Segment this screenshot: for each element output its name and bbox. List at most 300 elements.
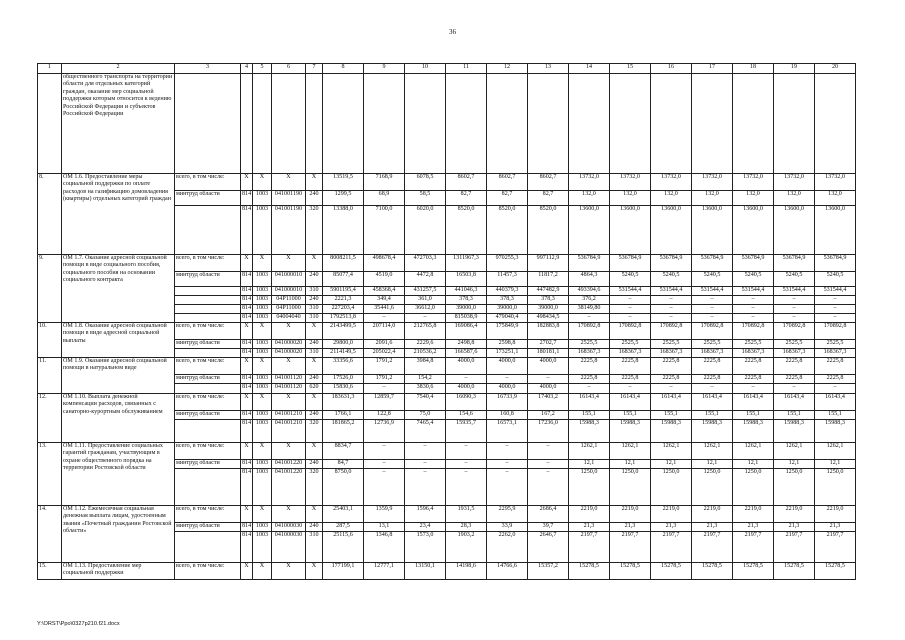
budget-code-c4: 814 — [241, 349, 253, 358]
budget-code-c7: 240 — [306, 375, 323, 384]
amount-cell: 15988,3 — [815, 420, 856, 443]
section-total-row — [38, 323, 856, 340]
amount-cell: 39000,0 — [528, 305, 569, 314]
amount-cell: 2225,8 — [774, 375, 815, 384]
amount-cell: 2262,0 — [487, 532, 528, 563]
amount-cell: 498434,5 — [528, 314, 569, 323]
amount-cell: 21,3 — [569, 523, 610, 532]
amount-cell: 2225,8 — [610, 358, 651, 375]
budget-code-c4: X — [241, 358, 253, 375]
amount-cell: 212765,8 — [405, 323, 446, 340]
amount-cell: 997112,9 — [528, 255, 569, 272]
amount-cell: 205022,4 — [364, 349, 405, 358]
budget-code-c7: 320 — [306, 420, 323, 443]
amount-cell: 14198,6 — [446, 563, 487, 580]
amount-cell: 1250,0 — [692, 469, 733, 506]
amount-cell: 14766,6 — [487, 563, 528, 580]
budget-code-c5: 1003 — [253, 340, 272, 349]
budget-code-c4: 814 — [241, 191, 253, 206]
amount-cell: 4000,0 — [446, 384, 487, 394]
column-number-row — [38, 64, 856, 74]
amount-cell: 155,1 — [651, 411, 692, 420]
amount-cell: 2225,8 — [569, 375, 610, 384]
budget-code-c7: 240 — [306, 460, 323, 469]
amount-cell: 361,0 — [405, 296, 446, 305]
column-number-header: 15 — [610, 64, 651, 74]
amount-cell: 5240,5 — [610, 272, 651, 287]
budget-code-c6: 041001210 — [272, 411, 306, 420]
executor-cell — [175, 384, 241, 394]
amount-cell: 82,7 — [487, 191, 528, 206]
amount-cell: 15278,5 — [774, 563, 815, 580]
amount-cell: 287,5 — [323, 523, 364, 532]
budget-code-c5: 1003 — [253, 375, 272, 384]
executor-cell — [175, 305, 241, 314]
amount-cell: 1346,8 — [364, 532, 405, 563]
amount-cell: 5240,5 — [774, 272, 815, 287]
amount-cell: 5240,5 — [815, 272, 856, 287]
budget-code-c7: X — [306, 323, 323, 340]
amount-cell: 21,3 — [774, 523, 815, 532]
amount-cell: 431257,5 — [405, 287, 446, 296]
amount-cell: 15278,5 — [651, 563, 692, 580]
budget-code-c4: 814 — [241, 296, 253, 305]
amount-cell: 21,3 — [692, 523, 733, 532]
budget-code-c4: 814 — [241, 272, 253, 287]
budget-code-c4: X — [241, 506, 253, 523]
amount-cell: 2525,5 — [733, 340, 774, 349]
amount-cell: 1903,2 — [446, 532, 487, 563]
amount-cell: 349,4 — [364, 296, 405, 305]
budget-code-c6: X — [272, 394, 306, 411]
amount-cell: 4472,8 — [405, 272, 446, 287]
amount-cell: 13732,0 — [569, 174, 610, 191]
amount-cell: 155,1 — [774, 411, 815, 420]
amount-cell: 16143,4 — [569, 394, 610, 411]
amount-cell: 12,1 — [569, 460, 610, 469]
amount-cell: 378,3 — [487, 296, 528, 305]
amount-cell: 1262,1 — [569, 443, 610, 460]
column-number-header: 14 — [569, 64, 610, 74]
amount-cell: 2525,5 — [692, 340, 733, 349]
budget-code-c4: 814 — [241, 532, 253, 563]
amount-cell: 536784,9 — [610, 255, 651, 272]
amount-cell: – — [446, 460, 487, 469]
budget-code-c5: X — [253, 255, 272, 272]
measure-name: ОМ 1.13. Предоставление мер социальной поддержки — [62, 563, 175, 580]
continuation-num-cell — [38, 74, 62, 174]
amount-cell: 4000,0 — [446, 358, 487, 375]
amount-cell: – — [405, 314, 446, 323]
section-number: 14. — [38, 506, 62, 563]
amount-cell: 35441,6 — [364, 305, 405, 314]
amount-cell: 2225,8 — [733, 358, 774, 375]
amount-cell: 132,0 — [569, 191, 610, 206]
budget-code-c5: 1003 — [253, 469, 272, 506]
amount-cell: 8520,0 — [528, 206, 569, 255]
column-number-header: 2 — [62, 64, 175, 74]
amount-cell: – — [569, 314, 610, 323]
column-number-header: 16 — [651, 64, 692, 74]
budget-code-c6: X — [272, 358, 306, 375]
measure-name: ОМ 1.10. Выплата денежной компенсации расходов, связанных с санаторно-курортным обслуживанием — [62, 394, 175, 443]
budget-code-c6: 041001190 — [272, 206, 306, 255]
amount-cell: 1791,2 — [364, 358, 405, 375]
amount-cell: 12777,1 — [364, 563, 405, 580]
budget-code-c7: 310 — [306, 287, 323, 296]
amount-cell: – — [774, 296, 815, 305]
amount-cell: 1359,9 — [364, 506, 405, 523]
column-number-header: 9 — [364, 64, 405, 74]
amount-cell: 132,0 — [651, 191, 692, 206]
amount-cell: 15988,3 — [651, 420, 692, 443]
amount-cell: 15278,5 — [610, 563, 651, 580]
amount-cell: 2197,7 — [610, 532, 651, 563]
amount-cell: 378,3 — [528, 296, 569, 305]
amount-cell: 15935,7 — [446, 420, 487, 443]
amount-cell: – — [815, 296, 856, 305]
amount-cell: 1262,1 — [692, 443, 733, 460]
amount-cell: 970255,3 — [487, 255, 528, 272]
budget-code-c6: 041001120 — [272, 375, 306, 384]
amount-cell: 7465,4 — [405, 420, 446, 443]
amount-cell: 15830,6 — [323, 384, 364, 394]
amount-cell: 82,7 — [528, 191, 569, 206]
section-total-row — [38, 255, 856, 272]
budget-code-c4: 814 — [241, 523, 253, 532]
budget-code-c6: 041000020 — [272, 340, 306, 349]
executor-cell — [175, 296, 241, 305]
amount-cell: 16503,8 — [446, 272, 487, 287]
amount-cell: 16143,4 — [815, 394, 856, 411]
amount-cell: 13732,0 — [774, 174, 815, 191]
amount-cell: 2197,7 — [774, 532, 815, 563]
amount-cell: 2197,7 — [733, 532, 774, 563]
amount-cell: 1791,2 — [364, 375, 405, 384]
budget-code-c5: 1003 — [253, 411, 272, 420]
amount-cell: – — [815, 314, 856, 323]
section-number: 10. — [38, 323, 62, 358]
amount-cell: 182883,8 — [528, 323, 569, 340]
amount-cell: 12,1 — [692, 460, 733, 469]
amount-cell: 15278,5 — [815, 563, 856, 580]
executor-cell — [175, 206, 241, 255]
amount-cell: 1250,0 — [651, 469, 692, 506]
budget-code-c7: 240 — [306, 272, 323, 287]
amount-cell: 2143499,5 — [323, 323, 364, 340]
amount-cell: 1766,1 — [323, 411, 364, 420]
amount-cell: 2197,7 — [692, 532, 733, 563]
amount-cell: 39000,0 — [487, 305, 528, 314]
amount-cell: 531544,4 — [610, 287, 651, 296]
executor-cell: минтруд области — [175, 272, 241, 287]
amount-cell: 2091,6 — [364, 340, 405, 349]
amount-cell: – — [610, 296, 651, 305]
executor-cell: минтруд области — [175, 340, 241, 349]
budget-code-c5: 1003 — [253, 523, 272, 532]
amount-cell: 2225,8 — [692, 375, 733, 384]
amount-cell: 2225,8 — [569, 358, 610, 375]
column-number-header: 4 — [241, 64, 253, 74]
executor-cell — [175, 314, 241, 323]
budget-code-c4: 814 — [241, 460, 253, 469]
amount-cell: 168367,3 — [815, 349, 856, 358]
amount-cell: 13732,0 — [692, 174, 733, 191]
amount-cell: 8750,0 — [323, 469, 364, 506]
budget-code-c7: X — [306, 443, 323, 460]
budget-code-c7: 240 — [306, 340, 323, 349]
budget-code-c4: 814 — [241, 305, 253, 314]
amount-cell: 16143,4 — [651, 394, 692, 411]
amount-cell: 2225,8 — [651, 375, 692, 384]
amount-cell: – — [528, 469, 569, 506]
amount-cell: – — [733, 305, 774, 314]
amount-cell: 21,3 — [651, 523, 692, 532]
amount-cell: 154,6 — [446, 411, 487, 420]
column-number-header: 20 — [815, 64, 856, 74]
amount-cell: 166587,6 — [446, 349, 487, 358]
amount-cell: – — [528, 443, 569, 460]
section-total-row — [38, 174, 856, 191]
amount-cell: 16573,1 — [487, 420, 528, 443]
executor-cell: минтруд области — [175, 191, 241, 206]
budget-code-c4: X — [241, 563, 253, 580]
amount-cell: – — [446, 443, 487, 460]
amount-cell: 1931,5 — [446, 506, 487, 523]
amount-cell: 2225,8 — [815, 375, 856, 384]
amount-cell: 2219,0 — [815, 506, 856, 523]
budget-code-c5: 1003 — [253, 296, 272, 305]
amount-cell: 2646,7 — [528, 532, 569, 563]
amount-cell: 536784,9 — [569, 255, 610, 272]
amount-cell: 536784,9 — [651, 255, 692, 272]
section-number: 8. — [38, 174, 62, 255]
budget-code-c7: X — [306, 506, 323, 523]
budget-code-c5: 1003 — [253, 384, 272, 394]
amount-cell: 13600,0 — [651, 206, 692, 255]
amount-cell: 16143,4 — [610, 394, 651, 411]
amount-cell: 168367,3 — [610, 349, 651, 358]
amount-cell: 1262,1 — [733, 443, 774, 460]
amount-cell: 16143,4 — [733, 394, 774, 411]
amount-cell: – — [651, 296, 692, 305]
amount-cell: 536784,9 — [733, 255, 774, 272]
amount-cell: 2225,8 — [733, 375, 774, 384]
amount-cell: 3984,8 — [405, 358, 446, 375]
budget-code-c7: 310 — [306, 305, 323, 314]
amount-cell: 2219,0 — [733, 506, 774, 523]
amount-cell: 4000,0 — [528, 384, 569, 394]
column-number-header: 6 — [272, 64, 306, 74]
amount-cell: – — [692, 296, 733, 305]
amount-cell: 2225,8 — [692, 358, 733, 375]
amount-cell: 21,3 — [815, 523, 856, 532]
section-number: 13. — [38, 443, 62, 506]
amount-cell: 2702,7 — [528, 340, 569, 349]
executor-cell: минтруд области — [175, 375, 241, 384]
budget-code-c7: 320 — [306, 469, 323, 506]
amount-cell: 2114149,5 — [323, 349, 364, 358]
amount-cell: 25403,1 — [323, 506, 364, 523]
amount-cell: 2219,0 — [610, 506, 651, 523]
amount-cell: 8602,7 — [528, 174, 569, 191]
amount-cell: – — [610, 305, 651, 314]
amount-cell: 13600,0 — [610, 206, 651, 255]
amount-cell: 13600,0 — [569, 206, 610, 255]
section-total-row — [38, 394, 856, 411]
amount-cell: 33356,6 — [323, 358, 364, 375]
amount-cell: 5901195,4 — [323, 287, 364, 296]
budget-code-c6: X — [272, 174, 306, 191]
amount-cell: 2686,4 — [528, 506, 569, 523]
amount-cell: 13600,0 — [692, 206, 733, 255]
section-number: 9. — [38, 255, 62, 323]
executor-cell — [175, 287, 241, 296]
amount-cell: 2219,0 — [692, 506, 733, 523]
amount-cell: 13150,1 — [405, 563, 446, 580]
budget-code-c7: 240 — [306, 411, 323, 420]
amount-cell: 38149,80 — [569, 305, 610, 314]
budget-code-c6: X — [272, 506, 306, 523]
amount-cell: 8602,7 — [487, 174, 528, 191]
executor-cell — [175, 469, 241, 506]
budget-code-c6: X — [272, 323, 306, 340]
budget-code-c6: 041001210 — [272, 420, 306, 443]
amount-cell: 4864,3 — [569, 272, 610, 287]
column-number-header: 18 — [733, 64, 774, 74]
budget-code-c5: 1003 — [253, 460, 272, 469]
column-number-header: 3 — [175, 64, 241, 74]
amount-cell: 17526,0 — [323, 375, 364, 384]
amount-cell: – — [487, 460, 528, 469]
budget-code-c6: 04Р11000 — [272, 296, 306, 305]
amount-cell: – — [364, 460, 405, 469]
executor-cell: всего, в том числе: — [175, 358, 241, 375]
section-total-row — [38, 443, 856, 460]
budget-code-c6: 041001220 — [272, 469, 306, 506]
amount-cell: 2219,0 — [651, 506, 692, 523]
amount-cell: 1596,4 — [405, 506, 446, 523]
budget-code-c4: 814 — [241, 314, 253, 323]
continuation-row — [38, 74, 856, 174]
budget-code-c5: 1003 — [253, 287, 272, 296]
amount-cell: 13388,0 — [323, 206, 364, 255]
budget-code-c7: 240 — [306, 523, 323, 532]
amount-cell: – — [364, 469, 405, 506]
amount-cell: 2525,5 — [774, 340, 815, 349]
amount-cell: 29800,0 — [323, 340, 364, 349]
amount-cell: 168367,3 — [569, 349, 610, 358]
amount-cell: 1573,0 — [405, 532, 446, 563]
executor-cell: минтруд области — [175, 460, 241, 469]
amount-cell: 7540,4 — [405, 394, 446, 411]
amount-cell: 170892,8 — [774, 323, 815, 340]
amount-cell: 2498,8 — [446, 340, 487, 349]
budget-code-c6: 041000030 — [272, 523, 306, 532]
amount-cell: 5240,5 — [692, 272, 733, 287]
budget-code-c5: X — [253, 506, 272, 523]
amount-cell: 17236,0 — [528, 420, 569, 443]
amount-cell: 168367,3 — [651, 349, 692, 358]
amount-cell: 536784,9 — [815, 255, 856, 272]
budget-code-c5: X — [253, 443, 272, 460]
amount-cell: 227203,4 — [323, 305, 364, 314]
amount-cell: 12736,9 — [364, 420, 405, 443]
amount-cell: 155,1 — [610, 411, 651, 420]
section-total-row — [38, 506, 856, 523]
amount-cell: 39,7 — [528, 523, 569, 532]
amount-cell: 1262,1 — [610, 443, 651, 460]
amount-cell: 75,0 — [405, 411, 446, 420]
amount-cell: 84,7 — [323, 460, 364, 469]
amount-cell: – — [446, 375, 487, 384]
amount-cell: 7168,9 — [364, 174, 405, 191]
amount-cell: 68,9 — [364, 191, 405, 206]
amount-cell: 447482,9 — [528, 287, 569, 296]
amount-cell: 3830,6 — [405, 384, 446, 394]
budget-code-c7: 240 — [306, 191, 323, 206]
amount-cell: 1250,0 — [610, 469, 651, 506]
budget-code-c7: 320 — [306, 206, 323, 255]
amount-cell: 15988,3 — [733, 420, 774, 443]
amount-cell: 493394,6 — [569, 287, 610, 296]
amount-cell: 155,1 — [692, 411, 733, 420]
amount-cell: 440379,3 — [487, 287, 528, 296]
amount-cell: – — [528, 460, 569, 469]
amount-cell: 8602,7 — [446, 174, 487, 191]
amount-cell: 177199,1 — [323, 563, 364, 580]
amount-cell: 4000,0 — [487, 358, 528, 375]
budget-code-c7: 240 — [306, 296, 323, 305]
section-number: 12. — [38, 394, 62, 443]
amount-cell: – — [364, 314, 405, 323]
amount-cell: 13732,0 — [610, 174, 651, 191]
budget-code-c6: 04004040 — [272, 314, 306, 323]
amount-cell: 122,8 — [364, 411, 405, 420]
amount-cell: – — [487, 375, 528, 384]
column-number-header: 12 — [487, 64, 528, 74]
amount-cell: 2197,7 — [651, 532, 692, 563]
budget-code-c7: X — [306, 255, 323, 272]
amount-cell: 15278,5 — [569, 563, 610, 580]
amount-cell: 11817,2 — [528, 272, 569, 287]
amount-cell: 155,1 — [733, 411, 774, 420]
amount-cell: 1792513,8 — [323, 314, 364, 323]
amount-cell: 2219,0 — [774, 506, 815, 523]
amount-cell: – — [364, 443, 405, 460]
budget-code-c7: 310 — [306, 349, 323, 358]
amount-cell: 5240,5 — [651, 272, 692, 287]
amount-cell: 2229,6 — [405, 340, 446, 349]
budget-code-c4: 814 — [241, 287, 253, 296]
budget-code-c4: 814 — [241, 340, 253, 349]
amount-cell: 2225,8 — [815, 358, 856, 375]
measure-name: ОМ 1.9. Оказание адресной социальной помощи в натуральном виде — [62, 358, 175, 394]
amount-cell: 12,1 — [815, 460, 856, 469]
amount-cell: 132,0 — [774, 191, 815, 206]
file-path-footer: Y:\ORST\Ppo\0327p210.f21.docx — [37, 621, 120, 627]
amount-cell: 167,2 — [528, 411, 569, 420]
amount-cell: 15278,5 — [733, 563, 774, 580]
amount-cell: 2225,8 — [774, 358, 815, 375]
budget-code-c6: 041001220 — [272, 460, 306, 469]
amount-cell: 2525,5 — [815, 340, 856, 349]
amount-cell: 16733,9 — [487, 394, 528, 411]
amount-cell: 1299,5 — [323, 191, 364, 206]
amount-cell: 28,3 — [446, 523, 487, 532]
budget-code-c6: X — [272, 563, 306, 580]
amount-cell: 13600,0 — [774, 206, 815, 255]
